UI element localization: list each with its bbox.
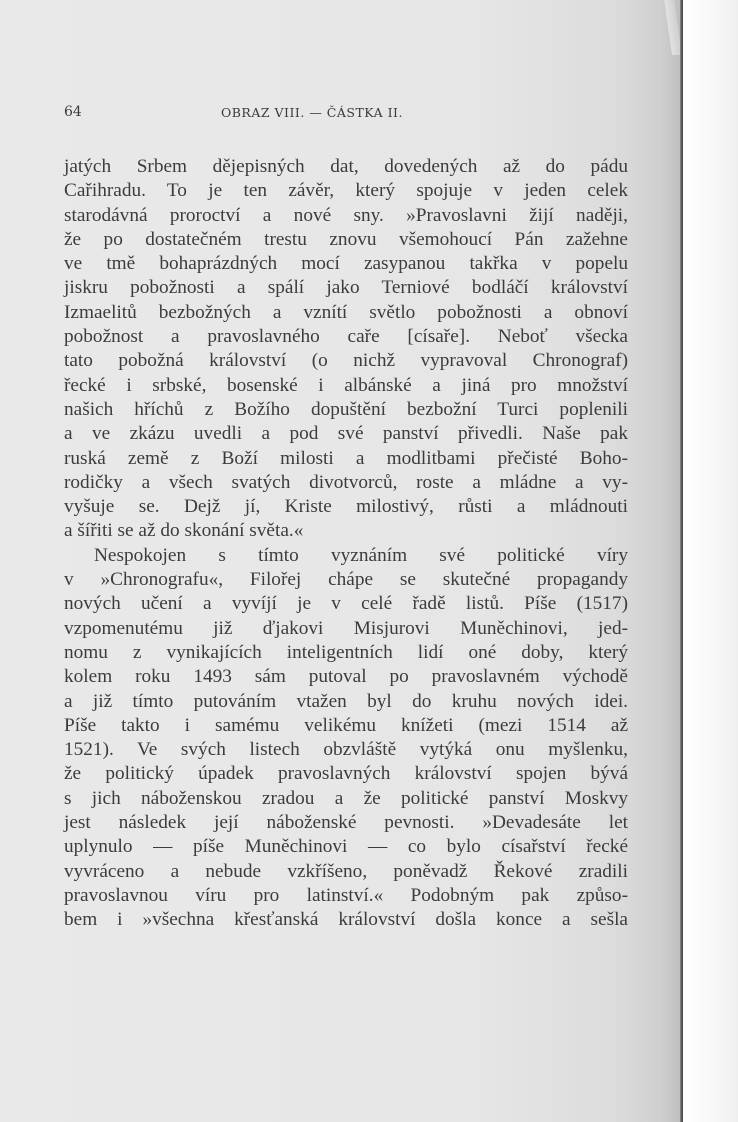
text-line: nových učení a vyvíjí je v celé řadě listů. Píše (1517): [64, 593, 628, 615]
text-line: jest následek její náboženské pevnosti. »Devadesáte let: [64, 812, 628, 834]
text-line: kolem roku 1493 sám putoval po pravoslavném východě: [64, 666, 628, 688]
text-line: Izmaelitů bezbožných a vznítí světlo pobožnosti a obnoví: [64, 301, 628, 323]
text-line: řecké i srbské, bosenské i albánské a jiná pro množství: [64, 374, 628, 396]
text-line: tato pobožná království (o nichž vypravoval Chronograf): [64, 350, 628, 372]
text-line: že politický úpadek pravoslavných království spojen bývá: [64, 763, 628, 785]
text-line: že po dostatečném trestu znovu všemohoucí Pán zažehne: [64, 228, 628, 250]
text-line: Píše takto i samému velikému knížeti (mezi 1514 až: [64, 714, 628, 736]
text-line: s jich náboženskou zradou a že politické panství Moskvy: [64, 787, 628, 809]
text-line: Nespokojen s tímto vyznáním své politické víry: [94, 544, 628, 566]
text-line: pobožnost a pravoslavného caře [císaře]. Neboť všecka: [64, 326, 628, 348]
text-line: starodávná proroctví a nové sny. »Pravoslavni žijí naději,: [64, 204, 628, 226]
page-number: 64: [64, 104, 82, 120]
text-line: uplynulo — píše Muněchinovi — co bylo císařství řecké: [64, 836, 628, 858]
text-line: jiskru pobožnosti a spálí jako Terniové bodláčí království: [64, 277, 628, 299]
page-header: [64, 104, 624, 124]
text-line: ruská země z Boží milosti a modlitbami přečisté Boho-: [64, 447, 628, 469]
text-line: pravoslavnou víru pro latinství.« Podobným pak způso-: [64, 884, 628, 906]
text-line: vzpomenutému již ďjakovi Misjurovi Muněchinovi, jed-: [64, 617, 628, 639]
text-line: našich hříchů z Božího dopuštění bezbožní Turci poplenili: [64, 398, 628, 420]
body-text: [64, 155, 628, 933]
text-line: a šířiti se až do skonání světa.«: [64, 520, 304, 542]
text-line: jatých Srbem dějepisných dat, dovedených až do pádu: [64, 156, 628, 177]
text-line: a již tímto putováním vtažen byl do kruhu nových idei.: [64, 690, 628, 712]
text-line: vyšuje se. Dejž jí, Kriste milostivý, růsti a mládnouti: [64, 496, 628, 518]
text-line: Cařihradu. To je ten závěr, který spojuje v jeden celek: [64, 180, 628, 202]
text-line: ve tmě bohaprázdných mocí zasypanou takřka v popelu: [64, 253, 628, 275]
text-line: nomu z vynikajících inteligentních lidí oné doby, který: [64, 641, 628, 663]
text-line: v »Chronografu«, Filořej chápe se skutečné propagandy: [64, 569, 628, 591]
running-head: OBRAZ VIII. — ČÁSTKA II.: [221, 105, 403, 120]
scan-background: [683, 0, 738, 1122]
text-line: rodičky a všech svatých divotvorců, roste a mládne a vy-: [64, 471, 628, 493]
text-line: vyvráceno a nebude vzkříšeno, poněvadž Řekové zradili: [64, 860, 628, 882]
text-line: a ve zkázu uvedli a pod své panství přivedli. Naše pak: [64, 423, 628, 445]
text-line: 1521). Ve svých listech obzvláště vytýká onu myšlenku,: [64, 739, 628, 761]
text-line: bem i »všechna křesťanská království došla konce a sešla: [64, 909, 628, 931]
